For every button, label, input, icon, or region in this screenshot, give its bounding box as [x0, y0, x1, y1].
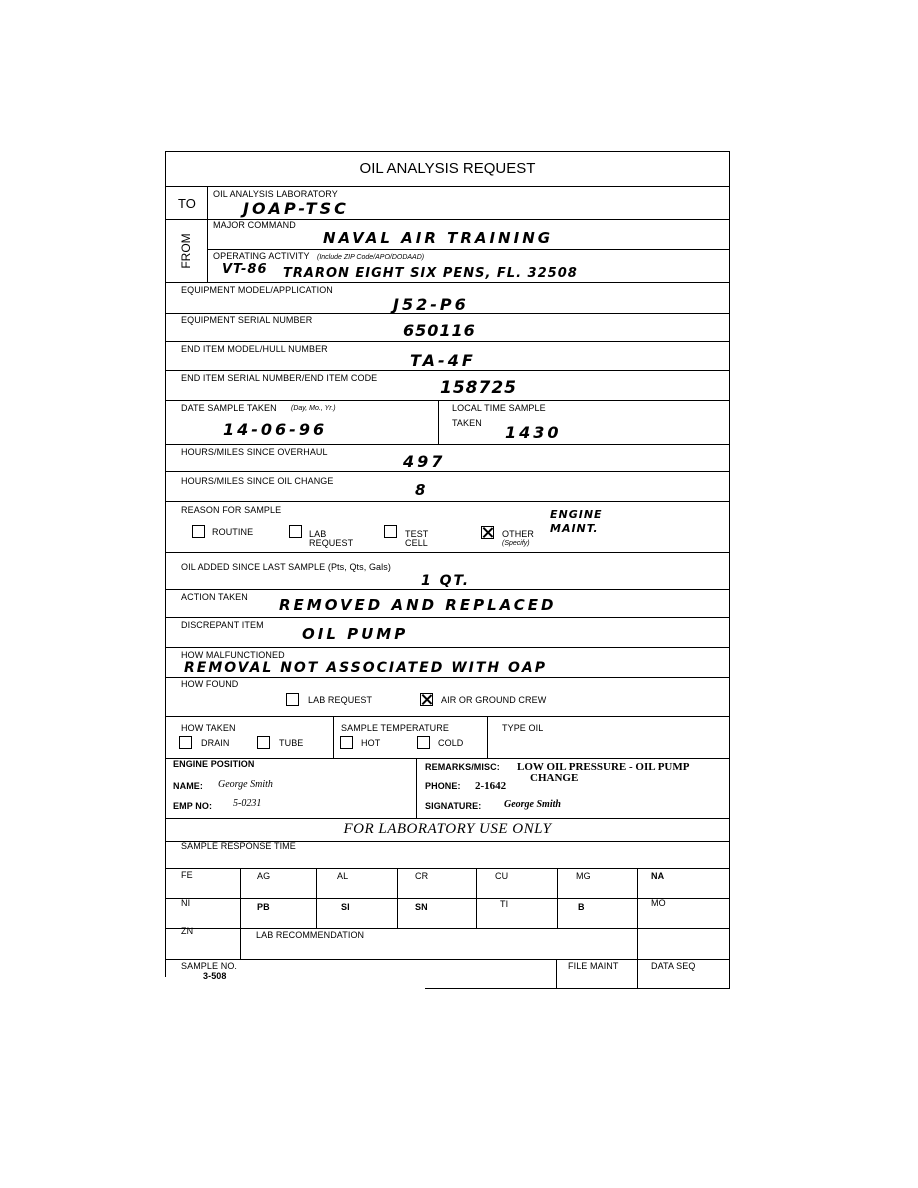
sample-no-value[interactable]: 3-508	[203, 971, 227, 981]
remarks-label: REMARKS/MISC:	[425, 762, 500, 772]
from-label: FROM	[179, 233, 193, 269]
drain-checkbox[interactable]	[179, 736, 192, 749]
op-activity-unit[interactable]: VT-86	[222, 262, 268, 277]
major-command-value[interactable]: NAVAL AIR TRAINING	[323, 229, 554, 247]
other-label: OTHER	[502, 529, 534, 539]
form-left-border	[165, 151, 166, 977]
remarks-value-l1[interactable]: LOW OIL PRESSURE - OIL PUMP	[517, 761, 690, 773]
local-time-value[interactable]: 1430	[505, 423, 562, 442]
engine-pos-label: ENGINE POSITION	[173, 759, 255, 769]
element-fe: FE	[181, 870, 193, 880]
lab-label-l1: LAB	[309, 529, 327, 539]
element-ag: AG	[257, 871, 271, 881]
op-activity-value[interactable]: TRARON EIGHT SIX PENS, FL. 32508	[283, 266, 578, 281]
end-item-serial-value[interactable]: 158725	[440, 378, 517, 398]
divider	[165, 959, 730, 960]
taken-label: TAKEN	[452, 418, 482, 428]
divider	[165, 677, 730, 678]
lab-request-checkbox[interactable]	[289, 525, 302, 538]
how-malf-label: HOW MALFUNCTIONED	[181, 650, 285, 660]
element-mo: MO	[651, 898, 666, 908]
overhaul-value[interactable]: 497	[403, 452, 446, 471]
divider	[487, 716, 488, 758]
emp-value[interactable]: 5-0231	[233, 798, 262, 809]
other-checkbox[interactable]	[481, 526, 494, 539]
divider	[438, 400, 439, 444]
discrepant-label: DISCREPANT ITEM	[181, 620, 264, 630]
file-maint-label: FILE MAINT	[568, 961, 619, 971]
test-label-l1: TEST	[405, 529, 429, 539]
divider	[416, 758, 417, 818]
divider	[165, 716, 730, 717]
oil-added-label: OIL ADDED SINCE LAST SAMPLE (Pts, Qts, Gals)	[181, 562, 391, 572]
element-si: SI	[341, 902, 350, 912]
element-sn: SN	[415, 902, 428, 912]
action-value[interactable]: REMOVED AND REPLACED	[279, 596, 557, 614]
form-title: OIL ANALYSIS REQUEST	[359, 160, 536, 177]
response-time-label: SAMPLE RESPONSE TIME	[181, 841, 296, 851]
discrepant-value[interactable]: OIL PUMP	[302, 625, 409, 643]
drain-label: DRAIN	[201, 738, 230, 748]
oil-added-value[interactable]: 1 QT.	[421, 573, 471, 589]
op-activity-note: (Include ZIP Code/APO/DODAAD)	[317, 254, 425, 261]
test-cell-checkbox[interactable]	[384, 525, 397, 538]
divider	[165, 282, 730, 283]
how-found-crew-checkbox[interactable]	[420, 693, 433, 706]
divider	[165, 818, 730, 819]
how-found-lab-label: LAB REQUEST	[308, 695, 373, 705]
divider	[165, 370, 730, 371]
equip-model-value[interactable]: J52-P6	[393, 295, 469, 314]
how-found-lab-checkbox[interactable]	[286, 693, 299, 706]
divider	[165, 471, 730, 472]
element-b: B	[578, 902, 585, 912]
divider	[165, 868, 730, 869]
divider	[165, 552, 730, 553]
equip-serial-value[interactable]: 650116	[403, 321, 476, 340]
date-note: (Day, Mo., Yr.)	[291, 405, 336, 412]
divider	[165, 313, 730, 314]
end-item-serial-label: END ITEM SERIAL NUMBER/END ITEM CODE	[181, 373, 378, 383]
sample-no-label: SAMPLE NO.	[181, 961, 238, 971]
to-label: TO	[178, 196, 196, 211]
routine-checkbox[interactable]	[192, 525, 205, 538]
reason-other-value-l2[interactable]: MAINT.	[550, 522, 599, 535]
grid-col	[240, 868, 241, 960]
element-cu: CU	[495, 871, 509, 881]
reason-label: REASON FOR SAMPLE	[181, 505, 282, 515]
element-na: NA	[651, 871, 665, 881]
date-value[interactable]: 14-06-96	[223, 420, 328, 439]
divider	[165, 400, 730, 401]
divider	[333, 716, 334, 758]
how-taken-label: HOW TAKEN	[181, 723, 236, 733]
reason-other-value-l1[interactable]: ENGINE	[550, 508, 603, 521]
how-malf-value[interactable]: REMOVAL NOT ASSOCIATED WITH OAP	[184, 660, 548, 676]
overhaul-label: HOURS/MILES SINCE OVERHAUL	[181, 447, 328, 457]
element-al: AL	[337, 871, 349, 881]
end-item-model-value[interactable]: TA-4F	[410, 351, 476, 370]
emp-label: EMP NO:	[173, 801, 213, 811]
signature-value[interactable]: George Smith	[504, 799, 561, 810]
lab-rec-label: LAB RECOMMENDATION	[256, 930, 365, 940]
element-zn: ZN	[181, 926, 194, 936]
type-oil-label: TYPE OIL	[502, 723, 544, 733]
phone-value[interactable]: 2-1642	[475, 780, 507, 792]
routine-label: ROUTINE	[212, 527, 254, 537]
other-specify-note: (Specify)	[502, 540, 530, 547]
end-item-model-label: END ITEM MODEL/HULL NUMBER	[181, 344, 328, 354]
signature-label: SIGNATURE:	[425, 801, 482, 811]
sample-temp-label: SAMPLE TEMPERATURE	[341, 723, 449, 733]
remarks-value-l2[interactable]: CHANGE	[530, 772, 579, 784]
divider	[207, 249, 730, 250]
oil-change-label: HOURS/MILES SINCE OIL CHANGE	[181, 476, 334, 486]
test-label-l2: CELL	[405, 538, 428, 548]
name-value[interactable]: George Smith	[218, 779, 273, 790]
divider	[165, 589, 730, 590]
bottom-border	[425, 988, 730, 989]
cold-checkbox[interactable]	[417, 736, 430, 749]
form-right-border	[729, 151, 730, 989]
divider	[165, 186, 730, 187]
phone-label: PHONE:	[425, 781, 461, 791]
element-cr: CR	[415, 871, 429, 881]
divider	[165, 647, 730, 648]
element-mg: MG	[576, 871, 591, 881]
oil-analysis-request-form	[165, 151, 730, 989]
major-command-label: MAJOR COMMAND	[213, 220, 296, 230]
element-ni: NI	[181, 898, 191, 908]
divider	[556, 959, 557, 989]
lab-label-l2: REQUEST	[309, 538, 354, 548]
divider	[165, 617, 730, 618]
divider	[165, 444, 730, 445]
cold-label: COLD	[438, 738, 464, 748]
action-label: ACTION TAKEN	[181, 592, 248, 602]
to-from-divider	[207, 186, 208, 282]
how-found-label: HOW FOUND	[181, 679, 239, 689]
tube-label: TUBE	[279, 738, 304, 748]
op-activity-label: OPERATING ACTIVITY	[213, 251, 310, 261]
hot-label: HOT	[361, 738, 381, 748]
equip-serial-label: EQUIPMENT SERIAL NUMBER	[181, 315, 313, 325]
date-label: DATE SAMPLE TAKEN	[181, 403, 277, 413]
divider	[165, 898, 730, 899]
local-time-label: LOCAL TIME SAMPLE	[452, 403, 546, 413]
hot-checkbox[interactable]	[340, 736, 353, 749]
lab-use-title: FOR LABORATORY USE ONLY	[343, 821, 552, 837]
form-top-border	[165, 151, 730, 152]
how-found-crew-label: AIR OR GROUND CREW	[441, 695, 547, 705]
element-ti: TI	[500, 899, 509, 909]
lab-label: OIL ANALYSIS LABORATORY	[213, 189, 338, 199]
lab-value[interactable]: JOAP-TSC	[243, 199, 349, 218]
name-label: NAME:	[173, 781, 203, 791]
divider	[165, 341, 730, 342]
data-seq-label: DATA SEQ	[651, 961, 696, 971]
tube-checkbox[interactable]	[257, 736, 270, 749]
element-pb: PB	[257, 902, 270, 912]
oil-change-value[interactable]: 8	[415, 481, 429, 499]
divider	[165, 928, 730, 929]
equip-model-label: EQUIPMENT MODEL/APPLICATION	[181, 285, 333, 295]
divider	[165, 501, 730, 502]
